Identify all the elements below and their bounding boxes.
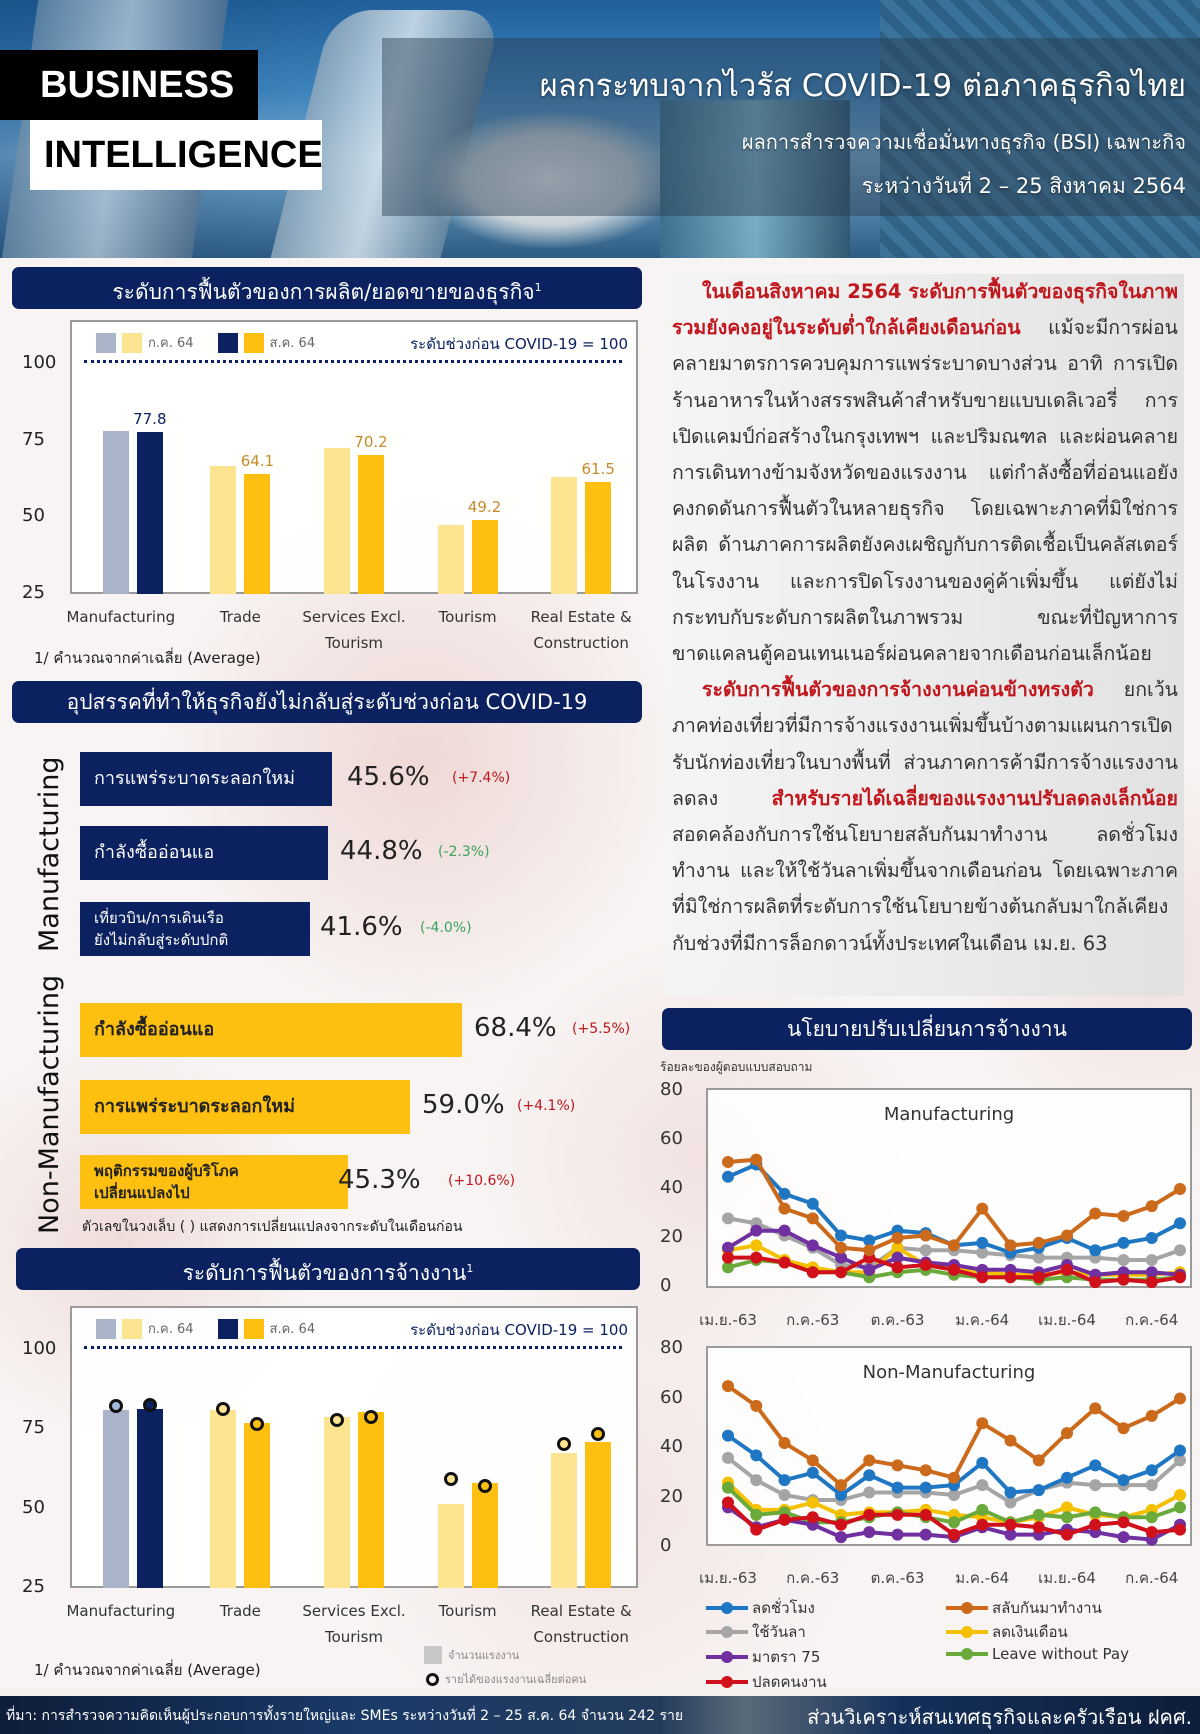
obstacle-percent: 44.8% bbox=[340, 836, 423, 866]
bar-value-label: 64.1 bbox=[240, 452, 275, 471]
baseline-100-line bbox=[84, 1346, 622, 1349]
bar-curr-month bbox=[585, 1442, 611, 1588]
body-text: สอดคล้องกับการใช้นโยบายสลับกันมาทำงาน ลดชั่วโมงทำงาน และให้ใช้วันลาเพิ่มขึ้นจากเดือนก่อน โดยเฉพาะภาคที่มิใช่การผลิตที่ระดับการใช้นโยบายข้างต้นกลับมาใกล้เคียงกับช่วงที่มีการล็อกดาวน์ทั้งประเทศในเดือน เม.ย. 63 bbox=[672, 823, 1178, 955]
income-marker-curr bbox=[250, 1417, 264, 1431]
bar-prev-month bbox=[324, 448, 350, 594]
footnote: 1/ คำนวณจากค่าเฉลี่ย (Average) bbox=[34, 649, 261, 667]
bar-curr-month bbox=[472, 520, 498, 594]
legend-label: ลดชั่วโมง bbox=[752, 1599, 815, 1617]
bar-curr-month bbox=[585, 482, 611, 594]
legend-label: ส.ค. 64 bbox=[269, 1322, 316, 1337]
paragraph-employment bbox=[672, 672, 1178, 962]
y-axis-tick: 40 bbox=[660, 1177, 683, 1198]
footnote: 1/ คำนวณจากค่าเฉลี่ย (Average) bbox=[34, 1661, 261, 1679]
legend-item bbox=[946, 1620, 1068, 1644]
x-axis-category bbox=[289, 604, 419, 656]
bar-value-label: 77.8 bbox=[133, 410, 167, 429]
y-axis-tick: 75 bbox=[22, 428, 45, 450]
x-axis-tick: ก.ค.-63 bbox=[786, 1311, 840, 1329]
legend-label: ก.ค. 64 bbox=[148, 1322, 194, 1337]
bar-prev-month bbox=[438, 525, 464, 594]
highlight-text: ระดับการฟื้นตัวของการจ้างงานค่อนข้างทรงตัว bbox=[702, 678, 1094, 702]
bar-curr-month bbox=[358, 1412, 384, 1588]
x-axis-tick: ต.ค.-63 bbox=[870, 1311, 925, 1329]
bar-prev-month bbox=[210, 1410, 236, 1588]
source-note: ที่มา: การสำรวจความคิดเห็นผู้ประกอบการทั้งรายใหญ่และ SMEs ระหว่างวันที่ 2 – 25 ส.ค. 64 จำนวน 242 ราย bbox=[6, 1708, 684, 1724]
paragraph-production bbox=[672, 274, 1178, 672]
category-line: Services Excl. bbox=[302, 1602, 406, 1620]
y-axis-tick: 50 bbox=[22, 505, 45, 527]
logo-business: BUSINESS bbox=[0, 50, 258, 120]
body-text: ยกเว้นภาคท่องเที่ยวที่มีการจ้างแรงงานเพิ่มขึ้นบ้างตามแผนการเปิดรับนักท่องเที่ยวในบางพื้นที่ ส่วนภาคการค้ามีการจ้างแรงงานลดลง bbox=[672, 678, 1178, 810]
y-axis-tick: 50 bbox=[22, 1496, 45, 1518]
legend-workers bbox=[424, 1646, 519, 1664]
change-note: ตัวเลขในวงเล็บ ( ) แสดงการเปลี่ยนแปลงจากระดับในเดือนก่อน bbox=[82, 1219, 463, 1235]
x-axis-tick: เม.ย.-63 bbox=[699, 1311, 757, 1329]
bar-value-label: 70.2 bbox=[354, 433, 388, 452]
legend-swatch bbox=[218, 333, 238, 353]
category-line: Trade bbox=[219, 1602, 261, 1620]
obstacle-percent: 45.6% bbox=[347, 762, 430, 792]
legend-label: ปลดคนงาน bbox=[752, 1673, 827, 1691]
bar-value-label: 61.5 bbox=[581, 460, 615, 479]
obstacle-change: (+10.6%) bbox=[448, 1173, 516, 1189]
label-line: เปลี่ยนแปลงไป bbox=[94, 1184, 190, 1202]
legend-swatch bbox=[244, 333, 264, 353]
chart-legend bbox=[96, 1318, 315, 1339]
x-axis-tick: เม.ย.-64 bbox=[1038, 1569, 1096, 1587]
category-line: Tourism bbox=[438, 1602, 497, 1620]
y-axis-tick: 80 bbox=[660, 1337, 683, 1358]
obstacle-change: (-2.3%) bbox=[438, 844, 490, 860]
obstacle-label bbox=[94, 907, 228, 951]
category-line: Trade bbox=[219, 608, 261, 626]
manufacturing-side-label: Manufacturing bbox=[34, 756, 65, 952]
legend-label: สลับกันมาทำงาน bbox=[992, 1599, 1102, 1617]
header-banner bbox=[0, 0, 1200, 258]
section-title-text: ระดับการฟื้นตัวของการผลิต/ยอดขายของธุรกิจ bbox=[112, 280, 535, 304]
category-line: Real Estate & bbox=[530, 1602, 632, 1620]
legend-swatch bbox=[96, 1319, 116, 1339]
bar-curr-month bbox=[472, 1483, 498, 1588]
section-title-text: อุปสรรคที่ทำให้ธุรกิจยังไม่กลับสู่ระดับช่วงก่อน COVID-19 bbox=[66, 690, 588, 714]
y-axis-tick: 25 bbox=[22, 582, 45, 603]
bar-prev-month bbox=[210, 466, 236, 594]
obstacle-bar-non-manufacturing bbox=[80, 1080, 410, 1134]
legend-line-marker-icon bbox=[706, 1655, 748, 1659]
legend-label: Leave without Pay bbox=[992, 1645, 1129, 1663]
chart-legend bbox=[96, 332, 315, 353]
legend-label: ก.ค. 64 bbox=[148, 336, 194, 351]
baseline-note: ระดับช่วงก่อน COVID-19 = 100 bbox=[410, 335, 628, 353]
obstacle-percent: 41.6% bbox=[320, 912, 403, 942]
y-axis-tick: 100 bbox=[22, 1338, 57, 1359]
legend-label: ลดเงินเดือน bbox=[992, 1623, 1068, 1641]
x-axis-category bbox=[516, 604, 646, 656]
legend-swatch bbox=[122, 1319, 142, 1339]
employment-section-title bbox=[16, 1248, 640, 1290]
y-axis-tick: 75 bbox=[22, 1417, 45, 1439]
employment-bar-chart bbox=[0, 1296, 650, 1696]
category-line: Tourism bbox=[324, 1628, 384, 1646]
category-line: Tourism bbox=[324, 634, 384, 652]
legend-item bbox=[946, 1645, 1129, 1663]
bar-prev-month bbox=[551, 477, 577, 594]
legend-item bbox=[706, 1596, 815, 1620]
x-axis-tick: ก.ค.-64 bbox=[1125, 1311, 1179, 1329]
legend-line-marker-icon bbox=[706, 1606, 748, 1610]
y-axis-tick: 20 bbox=[660, 1226, 683, 1247]
income-marker-prev bbox=[216, 1402, 230, 1416]
obstacles-section-title bbox=[12, 681, 642, 723]
obstacle-label: การแพร่ระบาดระลอกใหม่ bbox=[94, 768, 295, 789]
obstacle-percent: 68.4% bbox=[474, 1013, 557, 1043]
bar-curr-month bbox=[137, 1409, 163, 1588]
x-axis-category bbox=[403, 1598, 533, 1624]
y-axis-tick: 0 bbox=[660, 1535, 672, 1556]
y-axis-tick: 0 bbox=[660, 1275, 672, 1296]
category-line: Real Estate & bbox=[530, 608, 632, 626]
x-axis-tick: ก.ค.-64 bbox=[1125, 1569, 1179, 1587]
income-marker-prev bbox=[557, 1437, 571, 1451]
non-manufacturing-side-label: Non-Manufacturing bbox=[34, 974, 65, 1234]
x-axis-category bbox=[403, 604, 533, 630]
legend-label: รายได้ของแรงงานเฉลี่ยต่อคน bbox=[445, 1673, 587, 1686]
x-axis-tick: เม.ย.-64 bbox=[1038, 1311, 1096, 1329]
x-axis-tick: ม.ค.-64 bbox=[955, 1569, 1010, 1587]
circle-marker-icon bbox=[426, 1673, 439, 1686]
obstacle-bar-manufacturing bbox=[80, 826, 328, 880]
x-axis-tick: ม.ค.-64 bbox=[955, 1311, 1010, 1329]
obstacle-bar-non-manufacturing bbox=[80, 1155, 348, 1209]
legend-line-marker-icon bbox=[946, 1630, 988, 1634]
footer-bar bbox=[0, 1696, 1200, 1734]
obstacle-bar-manufacturing bbox=[80, 752, 332, 806]
legend-label: ส.ค. 64 bbox=[269, 336, 316, 351]
baseline-note: ระดับช่วงก่อน COVID-19 = 100 bbox=[410, 1321, 628, 1339]
footnote-marker: 1 bbox=[466, 1262, 474, 1275]
obstacle-change: (+4.1%) bbox=[517, 1098, 576, 1114]
legend-label: มาตรา 75 bbox=[752, 1648, 821, 1666]
x-axis-category bbox=[175, 604, 305, 630]
bar-curr-month bbox=[137, 432, 163, 594]
bar-curr-month bbox=[244, 474, 270, 594]
line-chart-title: Manufacturing bbox=[883, 1104, 1015, 1125]
y-axis-tick: 100 bbox=[22, 352, 57, 373]
line-chart-title: Non-Manufacturing bbox=[862, 1362, 1036, 1383]
obstacle-label: กำลังซื้ออ่อนแอ bbox=[94, 1019, 215, 1040]
obstacle-bar-manufacturing bbox=[80, 902, 310, 956]
x-axis-category bbox=[516, 1598, 646, 1650]
legend-item bbox=[706, 1620, 806, 1644]
income-marker-curr bbox=[143, 1398, 157, 1412]
legend-swatch bbox=[96, 333, 116, 353]
x-axis-tick: ต.ค.-63 bbox=[870, 1569, 925, 1587]
legend-label: จำนวนแรงงาน bbox=[448, 1649, 520, 1662]
bar-prev-month bbox=[324, 1417, 350, 1588]
legend-line-marker-icon bbox=[946, 1606, 988, 1610]
legend-line-marker-icon bbox=[706, 1630, 748, 1634]
x-axis-tick: ก.ค.-63 bbox=[786, 1569, 840, 1587]
category-line: Manufacturing bbox=[66, 608, 176, 626]
bar-prev-month bbox=[551, 1453, 577, 1588]
bar-prev-month bbox=[103, 1410, 129, 1588]
obstacle-bar-non-manufacturing bbox=[80, 1003, 462, 1057]
page-subtitle: ผลการสำรวจความเชื่อมั่นทางธุรกิจ (BSI) เฉพาะกิจ bbox=[741, 130, 1186, 154]
obstacle-change: (-4.0%) bbox=[420, 920, 472, 936]
legend-item bbox=[946, 1596, 1102, 1620]
bar-value-label: 49.2 bbox=[467, 497, 502, 516]
highlight-text: ในเดือนสิงหาคม 2564 ระดับการฟื้นตัวของธุรกิจในภาพรวมยังคงอยู่ในระดับต่ำใกล้เคียงเดือนก่อน bbox=[672, 280, 1178, 340]
legend-swatch bbox=[424, 1646, 442, 1664]
obstacle-percent: 59.0% bbox=[422, 1090, 505, 1120]
legend-income bbox=[426, 1670, 586, 1688]
category-line: Services Excl. bbox=[302, 608, 406, 626]
legend-item bbox=[706, 1670, 827, 1694]
category-line: Construction bbox=[533, 1628, 629, 1646]
bar-curr-month bbox=[358, 455, 384, 594]
bar-prev-month bbox=[438, 1504, 464, 1588]
page-title: ผลกระทบจากไวรัส COVID-19 ต่อภาคธุรกิจไทย bbox=[539, 68, 1186, 104]
x-axis-category bbox=[289, 1598, 419, 1650]
income-marker-curr bbox=[364, 1410, 378, 1424]
legend-item bbox=[706, 1645, 820, 1669]
production-section-title bbox=[12, 267, 642, 309]
y-axis-label: ร้อยละของผู้ตอบแบบสอบถาม bbox=[660, 1060, 813, 1074]
obstacle-label: กำลังซื้ออ่อนแอ bbox=[94, 842, 215, 863]
y-axis-tick: 25 bbox=[22, 1576, 45, 1597]
category-line: Construction bbox=[533, 634, 629, 652]
section-title-text: ระดับการฟื้นตัวของการจ้างงาน bbox=[182, 1261, 467, 1285]
y-axis-tick: 60 bbox=[660, 1386, 683, 1408]
income-marker-curr bbox=[478, 1479, 492, 1493]
legend-swatch bbox=[122, 333, 142, 353]
income-marker-prev bbox=[444, 1472, 458, 1486]
obstacle-percent: 45.3% bbox=[338, 1165, 421, 1195]
legend-swatch bbox=[244, 1319, 264, 1339]
legend-line-marker-icon bbox=[946, 1652, 988, 1656]
policy-section-title bbox=[662, 1008, 1192, 1050]
highlight-text: สำหรับรายได้เฉลี่ยของแรงงานปรับลดลงเล็กน้อย bbox=[771, 786, 1178, 810]
legend-label: ใช้วันลา bbox=[752, 1623, 806, 1641]
label-line: เที่ยวบิน/การเดินเรือ bbox=[94, 909, 224, 927]
x-axis-category bbox=[56, 1598, 186, 1624]
body-text: แม้จะมีการผ่อนคลายมาตรการควบคุมการแพร่ระบาดบางส่วน อาทิ การเปิดร้านอาหารในห้างสรรพสินค้าสำหรับขายแบบเดลิเวอรี่ การเปิดแคมป์ก่อสร้างในกรุงเทพฯ และปริมณฑล และผ่อนคลายการเดินทางข้ามจังหวัดของแรงงาน แต่กำลังซื้อที่อ่อนแอยังคงกดดันการฟื้นตัวในหลายธุรกิจ โดยเฉพาะภาคที่มิใช่การผลิต ด้านภาคการผลิตยังคงเผชิญกับการติดเชื้อเป็นคลัสเตอร์ในโรงงาน และการปิดโรงงานของคู่ค้าเพิ่มขึ้น แต่ยังไม่กระทบกับระดับการผลิตในภาพรวม ขณะที่ปัญหาการขาดแคลนตู้คอนเทนเนอร์ผ่อนคลายจากเดือนก่อนเล็กน้อย bbox=[672, 316, 1178, 666]
y-axis-tick: 20 bbox=[660, 1485, 683, 1507]
bar-curr-month bbox=[244, 1423, 270, 1588]
footnote-marker: 1 bbox=[534, 281, 542, 294]
survey-period: ระหว่างวันที่ 2 – 25 สิงหาคม 2564 bbox=[861, 174, 1186, 198]
obstacle-label: การแพร่ระบาดระลอกใหม่ bbox=[94, 1096, 295, 1117]
bar-prev-month bbox=[103, 431, 129, 594]
x-axis-category bbox=[56, 604, 186, 630]
legend-line-marker-icon bbox=[706, 1680, 748, 1684]
category-line: Manufacturing bbox=[66, 1602, 176, 1620]
section-title-text: นโยบายปรับเปลี่ยนการจ้างงาน bbox=[787, 1017, 1067, 1041]
obstacle-label bbox=[94, 1160, 239, 1204]
organization-name: ส่วนวิเคราะห์สนเทศธุรกิจและครัวเรือน ฝคศ. bbox=[807, 1705, 1192, 1729]
obstacle-change: (+7.4%) bbox=[452, 770, 511, 786]
legend-swatch bbox=[218, 1319, 238, 1339]
x-axis-tick: เม.ย.-63 bbox=[699, 1569, 757, 1587]
summary-article bbox=[664, 274, 1184, 996]
income-marker-prev bbox=[330, 1413, 344, 1427]
income-marker-prev bbox=[109, 1399, 123, 1413]
label-line: พฤติกรรมของผู้บริโภค bbox=[94, 1162, 239, 1180]
y-axis-tick: 80 bbox=[660, 1079, 683, 1100]
x-axis-category bbox=[175, 1598, 305, 1624]
label-line: ยังไม่กลับสู่ระดับปกติ bbox=[94, 931, 229, 949]
baseline-100-line bbox=[84, 360, 622, 363]
y-axis-tick: 40 bbox=[660, 1436, 683, 1457]
logo-intelligence: INTELLIGENCE bbox=[30, 120, 322, 190]
category-line: Tourism bbox=[438, 608, 497, 626]
obstacle-change: (+5.5%) bbox=[572, 1021, 631, 1037]
production-bar-chart bbox=[0, 310, 650, 670]
y-axis-tick: 60 bbox=[660, 1128, 683, 1149]
